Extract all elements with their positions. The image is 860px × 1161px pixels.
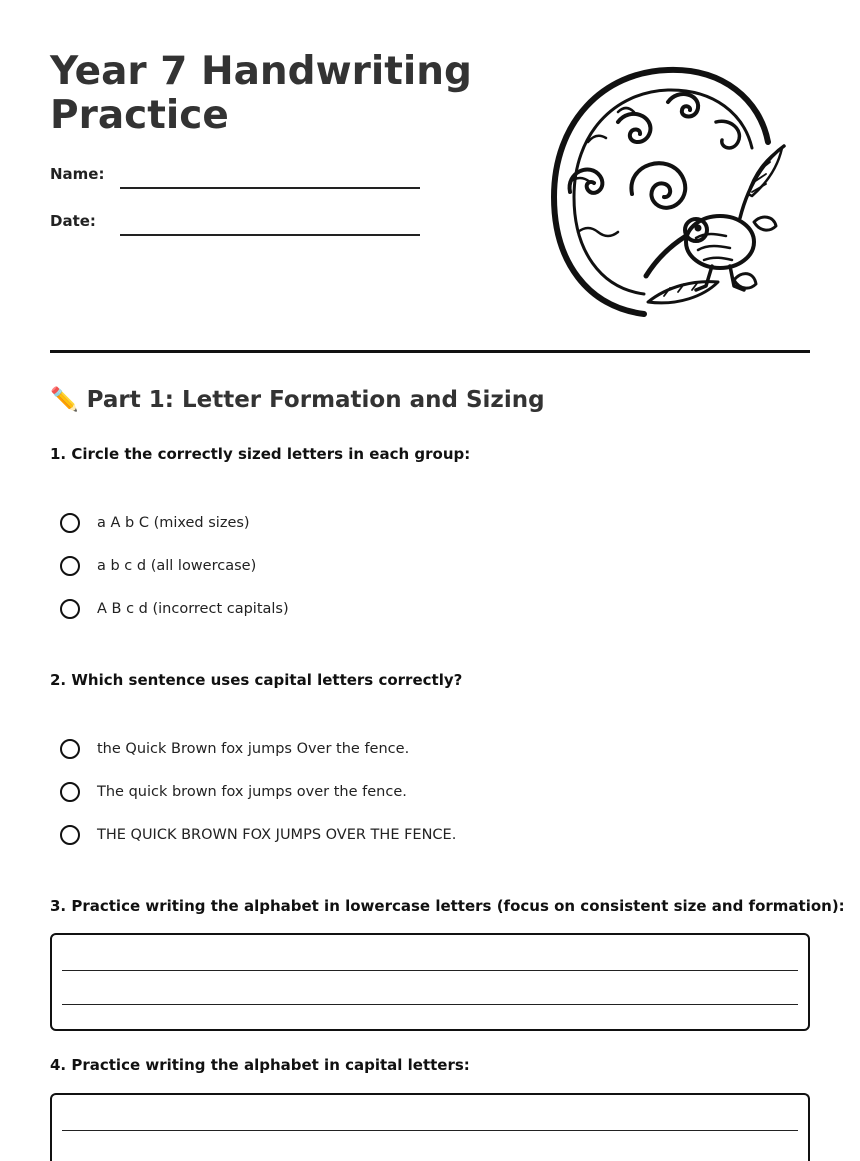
date-label: Date: bbox=[50, 212, 96, 230]
pencil-icon: ✏️ bbox=[50, 387, 79, 413]
q1-option-1[interactable] bbox=[60, 511, 250, 535]
question-1: 1. Circle the correctly sized letters in each group: bbox=[50, 445, 471, 463]
radio-button[interactable] bbox=[60, 556, 80, 576]
radio-button[interactable] bbox=[60, 825, 80, 845]
name-label: Name: bbox=[50, 165, 105, 183]
date-field[interactable] bbox=[120, 234, 420, 236]
q2-option-1[interactable] bbox=[60, 737, 409, 761]
option-label: The quick brown fox jumps over the fence. bbox=[97, 784, 407, 800]
option-label: A B c d (incorrect capitals) bbox=[97, 601, 289, 617]
name-field[interactable] bbox=[120, 187, 420, 189]
radio-button[interactable] bbox=[60, 739, 80, 759]
writing-line bbox=[62, 1130, 798, 1131]
option-label: a b c d (all lowercase) bbox=[97, 558, 257, 574]
radio-button[interactable] bbox=[60, 599, 80, 619]
radio-button[interactable] bbox=[60, 782, 80, 802]
section-heading-part-1 bbox=[50, 386, 545, 413]
capitals-writing-area[interactable] bbox=[50, 1093, 810, 1161]
question-2: 2. Which sentence uses capital letters correctly? bbox=[50, 671, 463, 689]
writing-line bbox=[62, 970, 798, 971]
radio-button[interactable] bbox=[60, 513, 80, 533]
header-divider bbox=[50, 350, 810, 353]
q2-option-2[interactable] bbox=[60, 780, 407, 804]
q1-option-3[interactable] bbox=[60, 597, 289, 621]
q2-option-3[interactable] bbox=[60, 823, 456, 847]
lowercase-writing-area[interactable] bbox=[50, 933, 810, 1031]
question-4: 4. Practice writing the alphabet in capital letters: bbox=[50, 1056, 470, 1074]
maori-kiwi-koru-icon bbox=[548, 62, 788, 324]
section-title-text: Part 1: Letter Formation and Sizing bbox=[86, 386, 545, 413]
question-3: 3. Practice writing the alphabet in lowercase letters (focus on consistent size and formation): bbox=[50, 897, 845, 915]
option-label: a A b C (mixed sizes) bbox=[97, 515, 250, 531]
page-title: Year 7 Handwriting Practice bbox=[50, 49, 472, 138]
option-label: the Quick Brown fox jumps Over the fence. bbox=[97, 741, 410, 757]
option-label: THE QUICK BROWN FOX JUMPS OVER THE FENCE. bbox=[97, 827, 457, 843]
q1-option-2[interactable] bbox=[60, 554, 256, 578]
writing-line bbox=[62, 1004, 798, 1005]
